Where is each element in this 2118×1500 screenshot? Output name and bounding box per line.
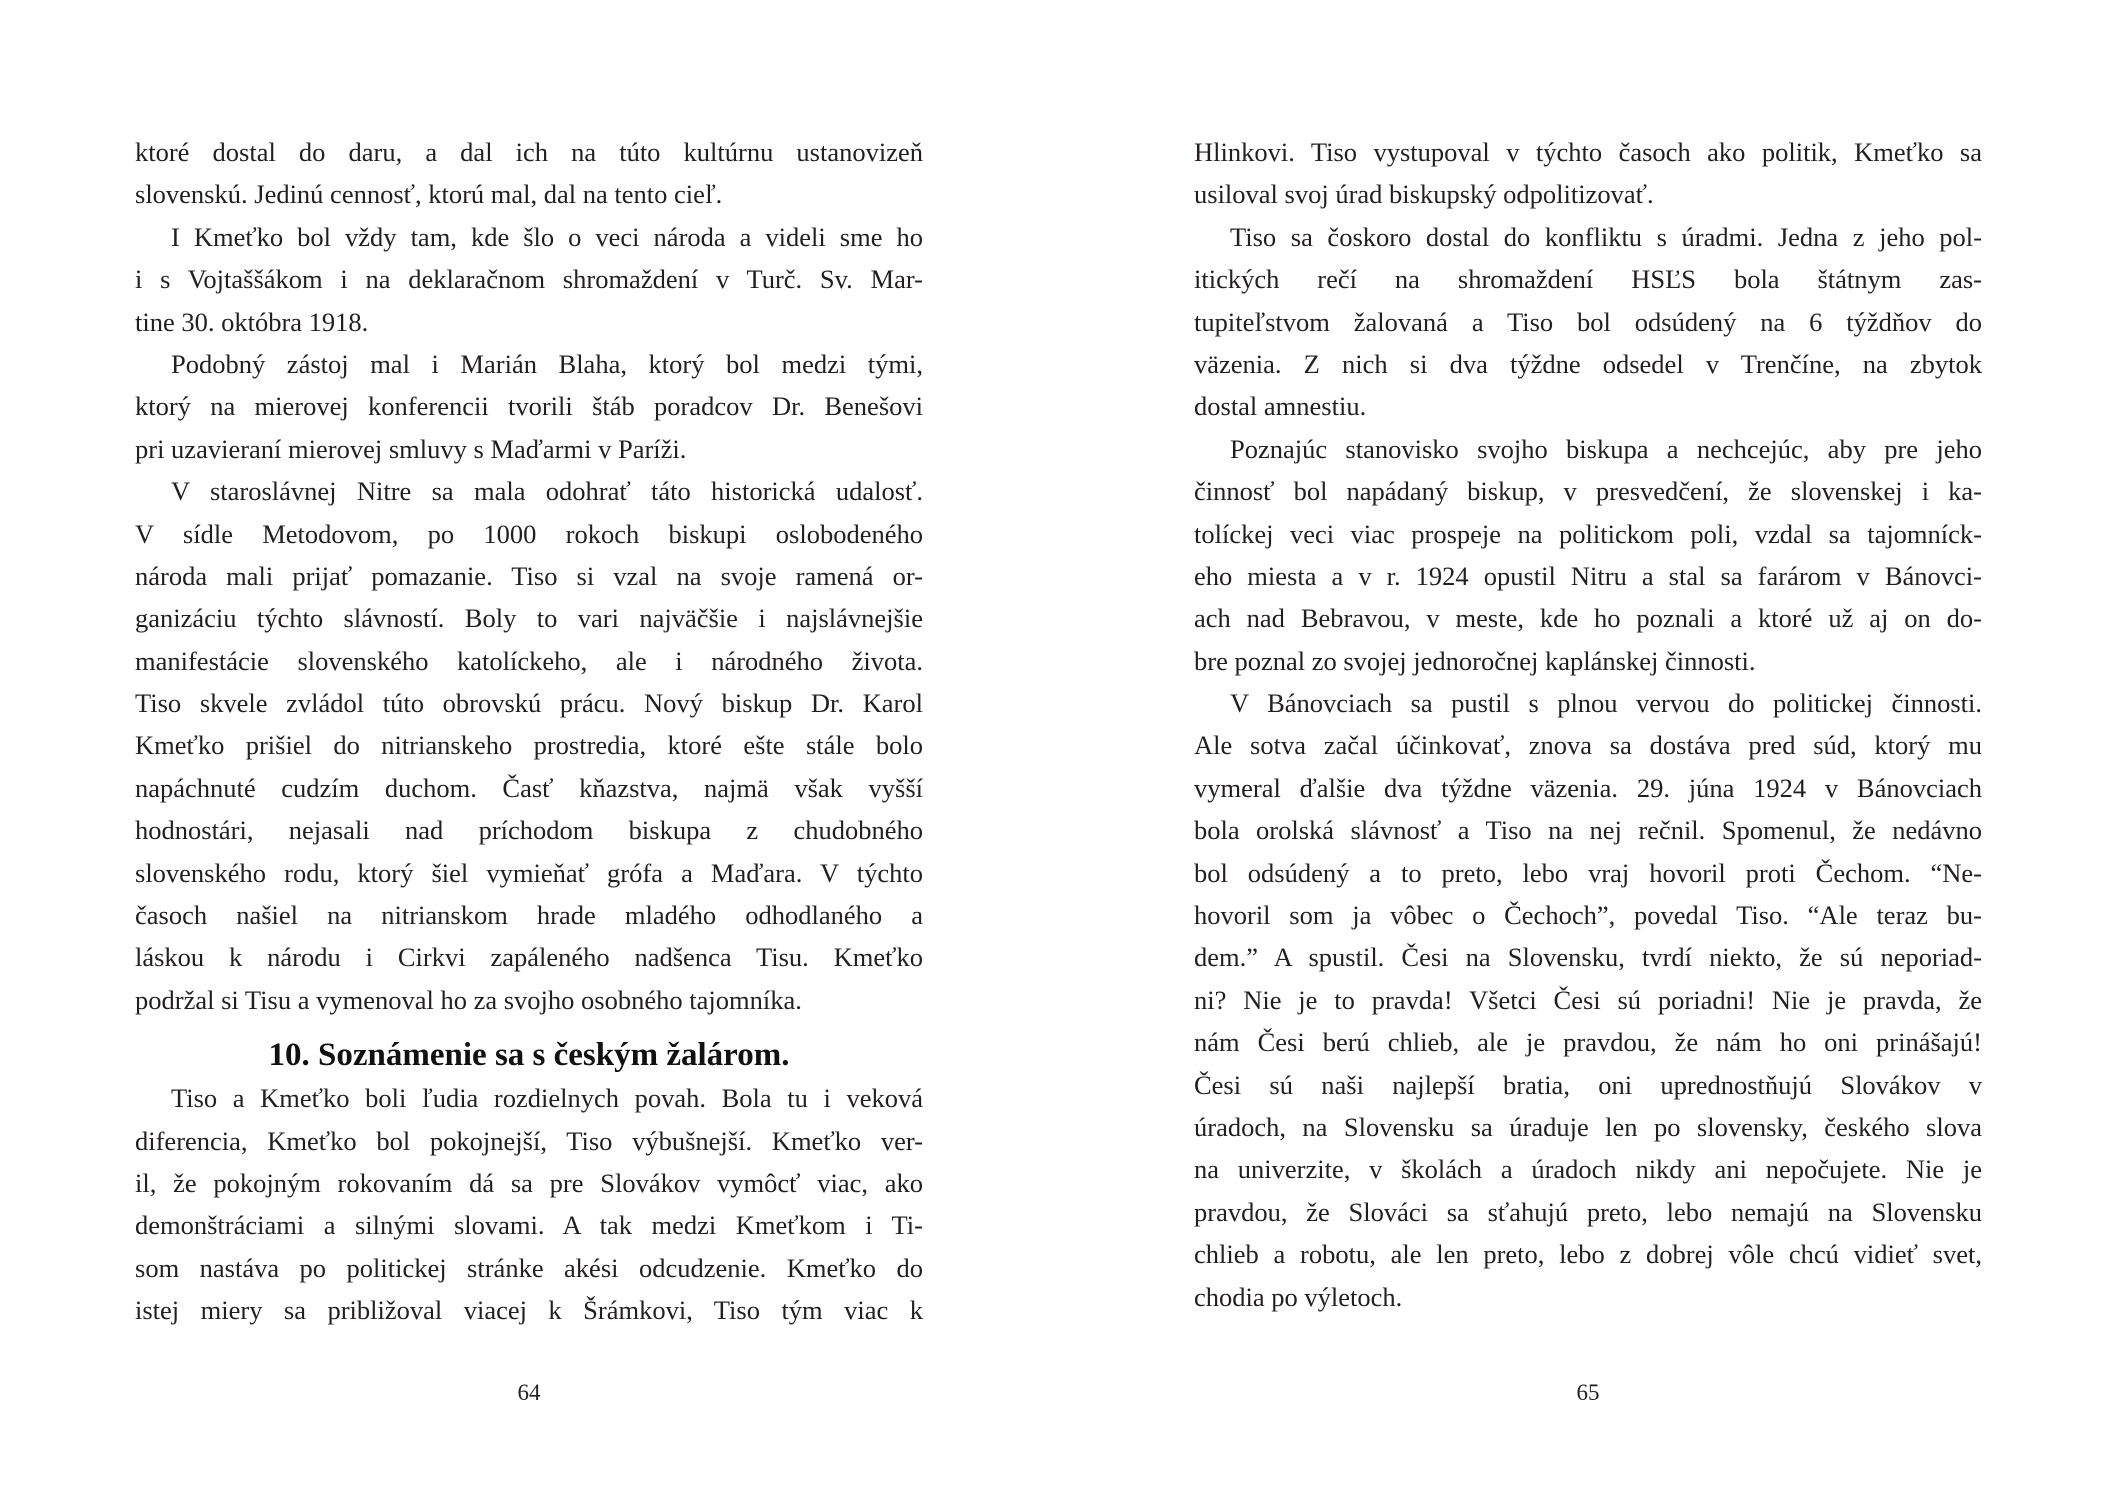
text-line: i s Vojtaššákom i na deklaračnom shromaždení v Turč. Sv. Mar- (135, 264, 923, 295)
paragraph (135, 343, 923, 470)
paragraph (1194, 428, 1982, 682)
chapter-heading: 10. Soznámenie sa s českým žalárom. (268, 1037, 790, 1074)
text-line: il, že pokojným rokovaním dá sa pre Slovákov vymôcť viac, ako (135, 1167, 923, 1198)
text-line: hovoril som ja vôbec o Čechoch”, povedal Tiso. “Ale teraz bu- (1194, 900, 1982, 931)
text-line: ktorý na mierovej konferencii tvorili štáb poradcov Dr. Benešovi (135, 391, 923, 422)
text-line: usiloval svoj úrad biskupský odpolitizovať. (1194, 179, 1654, 210)
text-line: ach nad Bebravou, v meste, kde ho poznali a ktoré už aj on do- (1194, 603, 1982, 634)
text-line: Hlinkovi. Tiso vystupoval v týchto časoch ako politik, Kmeťko sa (1194, 137, 1982, 167)
text-line: eho miesta a v r. 1924 opustil Nitru a stal sa farárom v Bánovci- (1194, 560, 1982, 591)
text-line: V sídle Metodovom, po 1000 rokoch biskupi oslobodeného (135, 518, 923, 549)
text-line: Kmeťko prišiel do nitrianskeho prostredia, ktoré ešte stále bolo (135, 730, 923, 761)
text-line: časoch našiel na nitrianskom hrade mladého odhodlaného a (135, 900, 923, 931)
text-line: itických rečí na shromaždení HSĽS bola štátnym zas- (1194, 264, 1982, 295)
text-line: Tiso sa čoskoro dostal do konfliktu s úradmi. Jedna z jeho pol- (1230, 221, 1982, 252)
text-line: vymeral ďalšie dva týždne väzenia. 29. júna 1924 v Bánovciach (1194, 772, 1982, 803)
text-line: Česi sú naši najlepší bratia, oni uprednostňujú Slovákov v (1194, 1069, 1982, 1100)
text-line: V Bánovciach sa pustil s plnou vervou do politickej činnosti. (1230, 688, 1982, 719)
text-line: istej miery sa približoval viacej k Šrámkovi, Tiso tým viac k (135, 1295, 923, 1326)
text-line: bola orolská slávnosť a Tiso na nej rečnil. Spomenul, že nedávno (1194, 815, 1982, 846)
text-line: väzenia. Z nich si dva týždne odsedel v Trenčíne, na zbytok (1194, 348, 1982, 379)
text-line: napáchnuté cudzím duchom. Časť kňazstva, najmä však vyšší (135, 772, 923, 803)
text-line: manifestácie slovenského katolíckeho, ale i národného života. (135, 645, 923, 676)
text-line: ni? Nie je to pravda! Všetci Česi sú poriadni! Nie je pravda, že (1194, 984, 1982, 1015)
text-line: hodnostári, nejasali nad príchodom biskupa z chudobného (135, 815, 923, 846)
text-line: slovenskú. Jedinú cennosť, ktorú mal, dal na tento cieľ. (135, 179, 723, 210)
text-line: V staroslávnej Nitre sa mala odohrať táto historická udalosť. (171, 476, 923, 507)
text-line: tupiteľstvom žalovaná a Tiso bol odsúdený na 6 týždňov do (1194, 306, 1982, 337)
text-line: pravdou, že Slováci sa sťahujú preto, lebo nemajú na Slovensku (1194, 1196, 1982, 1227)
text-line: diferencia, Kmeťko bol pokojnejší, Tiso výbušnejší. Kmeťko ver- (135, 1125, 923, 1156)
paragraph (135, 131, 923, 216)
text-line: na univerzite, v školách a úradoch nikdy ani nepočujete. Nie je (1194, 1154, 1982, 1185)
right-page-text (1194, 131, 1982, 1318)
page-number-left: 64 (517, 1380, 541, 1405)
paragraph (135, 1077, 923, 1331)
text-line: chodia po výletoch. (1194, 1281, 1403, 1312)
text-line: bol odsúdený a to preto, lebo vraj hovoril proti Čechom. “Ne- (1194, 857, 1982, 888)
paragraph (135, 216, 923, 343)
text-line: národa mali prijať pomazanie. Tiso si vzal na svoje ramená or- (135, 560, 923, 591)
text-line: Podobný zástoj mal i Marián Blaha, ktorý bol medzi tými, (171, 348, 923, 379)
text-line: Tiso skvele zvládol túto obrovskú prácu. Nový biskup Dr. Karol (135, 688, 923, 719)
page-number-right: 65 (1576, 1380, 1600, 1405)
text-line: ktoré dostal do daru, a dal ich na túto kultúrnu ustanovizeň (135, 137, 923, 167)
text-line: slovenského rodu, ktorý šiel vymieňať grófa a Maďara. V týchto (135, 857, 923, 888)
text-line: láskou k národu i Cirkvi zapáleného nadšenca Tisu. Kmeťko (135, 942, 923, 973)
text-line: nám Česi berú chlieb, ale je pravdou, že nám ho oni prinášajú! (1194, 1027, 1982, 1058)
text-line: Tiso a Kmeťko boli ľudia rozdielnych povah. Bola tu i veková (171, 1083, 923, 1114)
text-line: I Kmeťko bol vždy tam, kde šlo o veci národa a videli sme ho (171, 221, 923, 252)
text-line: Poznajúc stanovisko svojho biskupa a nechcejúc, aby pre jeho (1230, 433, 1982, 464)
paragraph (1194, 131, 1982, 216)
text-line: tolíckej veci viac prospeje na politickom poli, vzdal sa tajomníck- (1194, 518, 1982, 549)
text-line: činnosť bol napádaný biskup, v presvedčení, že slovenskej i ka- (1194, 476, 1982, 507)
paragraph (1194, 682, 1982, 1318)
text-line: dostal amnestiu. (1194, 391, 1367, 422)
paragraph (135, 470, 923, 1021)
text-line: dem.” A spustil. Česi na Slovensku, tvrdí niekto, že sú neporiad- (1194, 942, 1982, 973)
paragraph (1194, 216, 1982, 428)
left-page-text (135, 131, 923, 1332)
text-line: pri uzavieraní mierovej smluvy s Maďarmi v Paríži. (135, 433, 687, 464)
text-line: chlieb a robotu, ale len preto, lebo z dobrej vôle chcú vidieť svet, (1194, 1239, 1982, 1270)
text-line: Ale sotva začal účinkovať, znova sa dostáva pred súd, ktorý mu (1194, 730, 1982, 761)
text-line: demonštráciami a silnými slovami. A tak medzi Kmeťkom i Ti- (135, 1210, 923, 1241)
text-line: bre poznal zo svojej jednoročnej kaplánskej činnosti. (1194, 645, 1756, 676)
text-line: úradoch, na Slovensku sa úraduje len po slovensky, českého slova (1194, 1111, 1982, 1142)
text-line: som nastáva po politickej stránke akési odcudzenie. Kmeťko do (135, 1252, 923, 1283)
text-line: tine 30. októbra 1918. (135, 306, 369, 337)
text-line: ganizáciu týchto slávností. Boly to vari najväčšie i najslávnejšie (135, 603, 923, 634)
text-line: podržal si Tisu a vymenoval ho za svojho osobného tajomníka. (135, 984, 802, 1015)
